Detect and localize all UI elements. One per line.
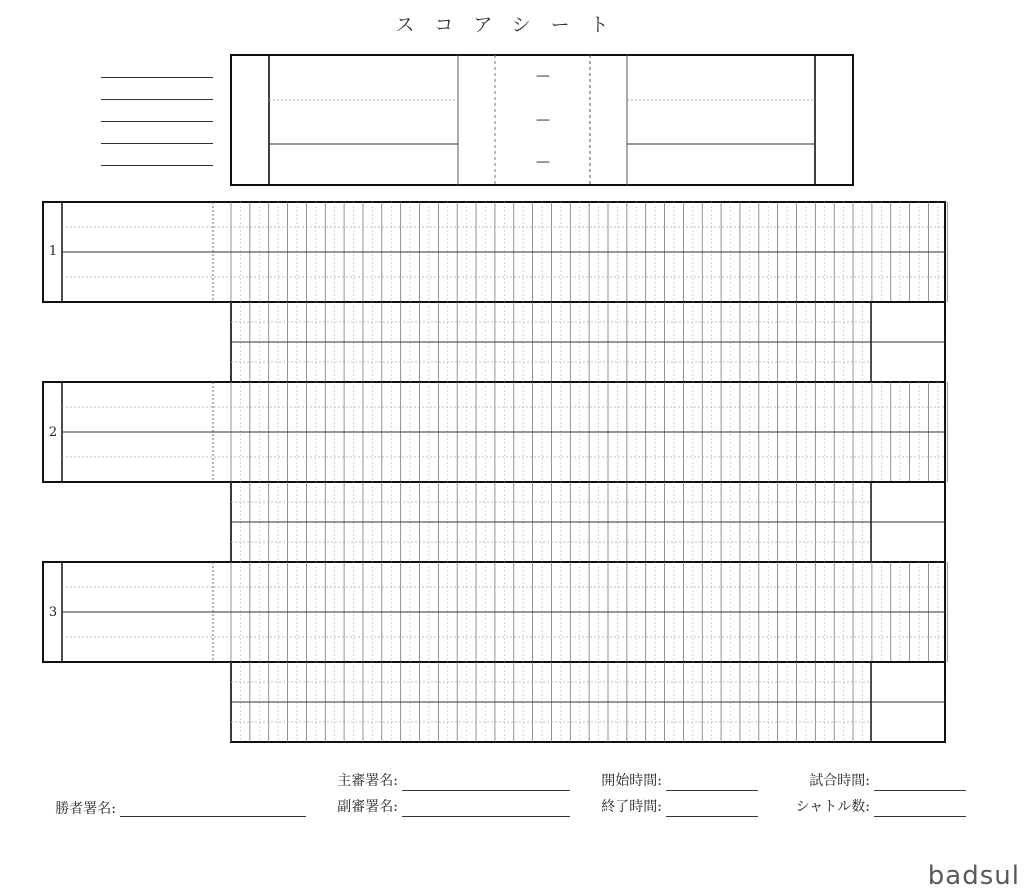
- score-dash: —: [536, 154, 550, 170]
- match-time-label: 試合時間:: [809, 773, 870, 789]
- tournament-name-field[interactable]: [101, 77, 213, 78]
- end-time-label: 終了時間:: [601, 799, 662, 815]
- end-time-field[interactable]: [666, 816, 758, 817]
- event-field[interactable]: [101, 99, 213, 100]
- game-number-1: 1: [48, 244, 58, 259]
- winner-label: 勝者署名:: [55, 801, 116, 817]
- game-number-3: 3: [48, 605, 58, 620]
- court-number-field[interactable]: [101, 143, 213, 144]
- score-dash: —: [536, 112, 550, 128]
- chief-umpire-signature-field[interactable]: [402, 790, 570, 791]
- chief-umpire-label: 主審署名:: [337, 773, 398, 789]
- score-grid: [0, 200, 1024, 750]
- game-number-2: 2: [48, 425, 58, 440]
- score-dash: —: [536, 68, 550, 84]
- deputy-umpire-label: 副審署名:: [337, 799, 398, 815]
- match-number-field[interactable]: [101, 121, 213, 122]
- page-title: スコアシート: [395, 14, 629, 36]
- start-time-label: 開始時間:: [601, 773, 662, 789]
- deputy-umpire-signature-field[interactable]: [402, 816, 570, 817]
- match-time-field[interactable]: [874, 790, 966, 791]
- watermark-text: badsul: [927, 861, 1020, 891]
- shuttle-count-field[interactable]: [874, 816, 966, 817]
- match-summary-box: [230, 54, 854, 186]
- winner-signature-field[interactable]: [120, 816, 306, 817]
- shuttle-count-label: シャトル数:: [795, 799, 870, 815]
- start-time-field[interactable]: [666, 790, 758, 791]
- date-field[interactable]: [101, 165, 213, 166]
